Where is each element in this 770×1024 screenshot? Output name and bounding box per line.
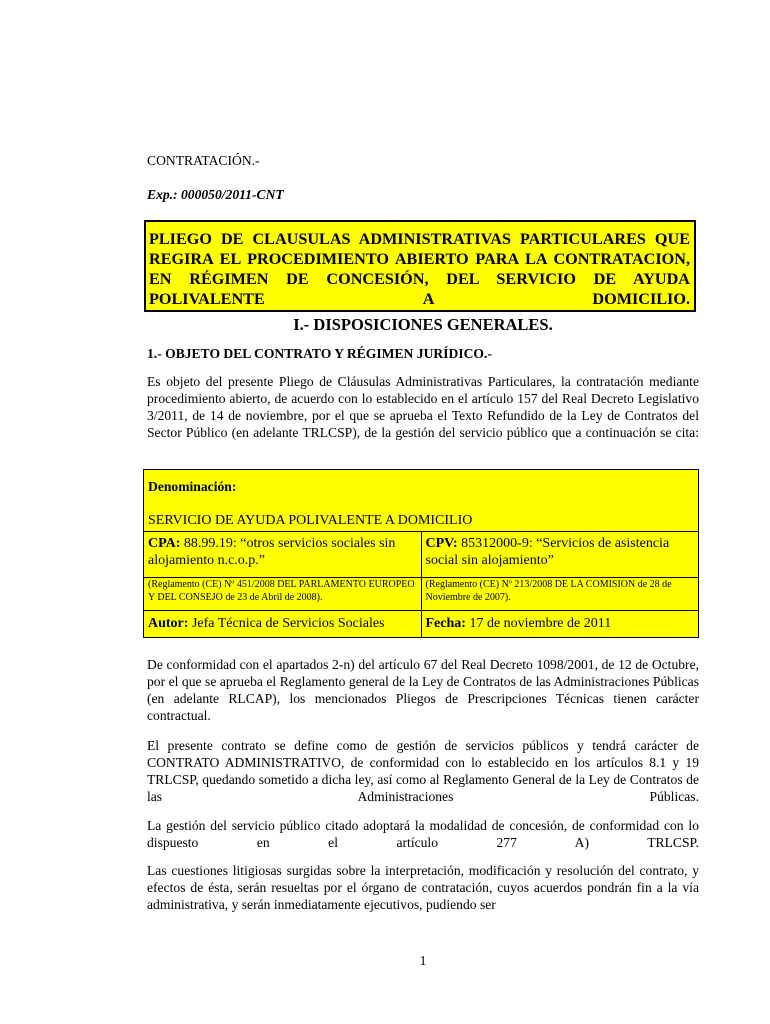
paragraph-object: Es objeto del presente Pliego de Cláusulas Administrativas Particulares, la contratación mediante procedimiento abierto, de acuerdo con lo establecido en el artículo 157 del Real Decreto Legislativo 3/2011, de 14 de noviembre, por el que se aprueba el Texto Refundido de la Ley de Contratos del Sector Público (en adelante TRLCSP), de la gestión del servicio público que a continuación se cita: <box>147 374 699 440</box>
cpa-label: CPA: <box>148 536 181 551</box>
title-box <box>144 220 696 312</box>
fecha-value: 17 de noviembre de 2011 <box>465 616 612 631</box>
autor-value: Jefa Técnica de Servicios Sociales <box>188 616 385 631</box>
document-title: PLIEGO DE CLAUSULAS ADMINISTRATIVAS PARTICULARES QUE REGIRA EL PROCEDIMIENTO ABIERTO PARA LA CONTRATACION, EN RÉGIMEN DE CONCESIÓN, DEL SERVICIO DE AYUDA POLIVALENTE A DOMICILIO. <box>149 230 690 308</box>
cpa-value: 88.99.19: “otros servicios sociales sin alojamiento n.c.o.p.” <box>148 536 396 568</box>
cell-autor <box>144 611 422 638</box>
cpv-label: CPV: <box>425 536 458 551</box>
denominacion-label: Denominación: <box>148 479 237 494</box>
cell-cpa <box>144 532 422 578</box>
subsection-heading: 1.- OBJETO DEL CONTRATO Y RÉGIMEN JURÍDICO.- <box>147 346 492 361</box>
row-author-date <box>144 611 699 638</box>
denominacion-value: SERVICIO DE AYUDA POLIVALENTE A DOMICILIO <box>148 513 473 528</box>
cell-cpv-reg <box>421 578 699 611</box>
paragraph-contract-type: El presente contrato se define como de gestión de servicios públicos y tendrá carácter de CONTRATO ADMINISTRATIVO, de conformidad con lo establecido en los artículos 8.1 y 19 TRLCSP, quedando sometido a dicha ley, así como al Reglamento General de la Ley de Contratos de las Administraciones Públicas. <box>147 738 699 804</box>
contract-info-table <box>143 469 699 638</box>
file-number: Exp.: 000050/2011-CNT <box>147 187 284 202</box>
autor-label: Autor: <box>148 616 189 631</box>
paragraph-concession: La gestión del servicio público citado adoptará la modalidad de concesión, de conformidad con lo dispuesto en el artículo 277 A) TRLCSP. <box>147 818 699 850</box>
cell-cpv <box>421 532 699 578</box>
cell-cpa-reg <box>144 578 422 611</box>
cpa-regulation: (Reglamento (CE) Nº 451/2008 DEL PARLAMENTO EUROPEO Y DEL CONSEJO de 23 de Abril de 2008). <box>148 579 415 603</box>
cpa-code <box>148 532 417 577</box>
row-denominacion <box>144 470 699 532</box>
date <box>426 611 695 637</box>
cpv-regulation: (Reglamento (CE) Nº 213/2008 DE LA COMISION de 28 de Noviembre de 2007). <box>425 579 672 603</box>
department-label: CONTRATACIÓN.- <box>147 153 260 168</box>
fecha-label: Fecha: <box>425 616 466 631</box>
paragraph-litigation: Las cuestiones litigiosas surgidas sobre la interpretación, modificación y resolución del contrato, y efectos de ésta, serán resueltas por el órgano de contratación, cuyos acuerdos pondrán fin a la vía administrativa, y serán inmediatamente ejecutivos, pudiendo ser <box>147 863 699 912</box>
row-codes <box>144 532 699 578</box>
cpv-code <box>426 532 695 577</box>
row-regulations <box>144 578 699 611</box>
cpv-value: 85312000-9: “Servicios de asistencia social sin alojamiento” <box>425 536 670 568</box>
author <box>148 611 417 637</box>
paragraph-conformity: De conformidad con el apartados 2-n) del artículo 67 del Real Decreto 1098/2001, de 12 de Octubre, por el que se aprueba el Reglamento general de la Ley de Contratos de las Administraciones Públicas (en adelante RLCAP), los mencionados Pliegos de Prescripciones Técnicas tienen carácter contractual. <box>147 657 699 723</box>
section-heading: I.- DISPOSICIONES GENERALES. <box>293 315 553 334</box>
cell-fecha <box>421 611 699 638</box>
cell-denominacion <box>144 470 699 532</box>
page-number: 1 <box>419 953 427 968</box>
